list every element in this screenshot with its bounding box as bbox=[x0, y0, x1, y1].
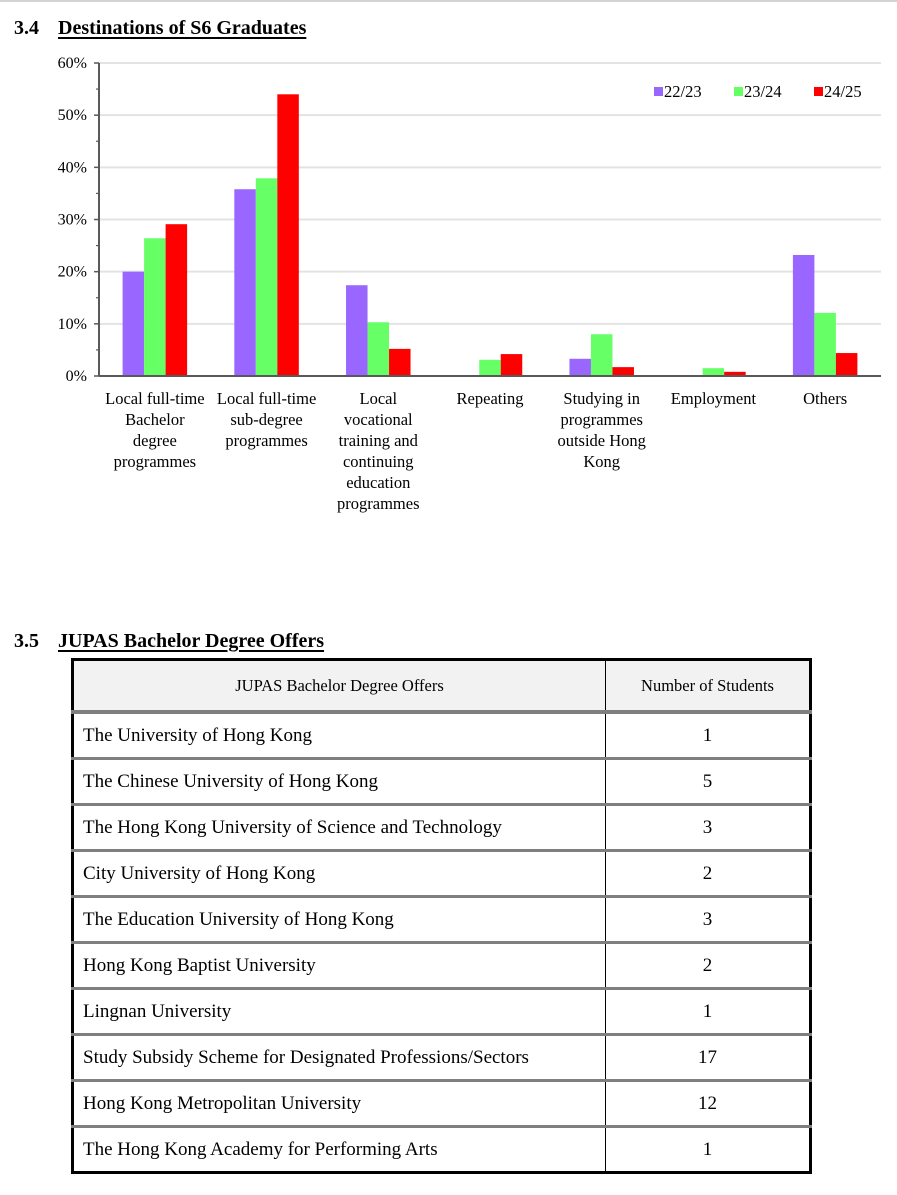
bar-22-23-cat7 bbox=[793, 255, 815, 376]
legend-swatch-22-23 bbox=[654, 87, 663, 96]
bar-24-25-cat2 bbox=[277, 94, 299, 376]
bar-23-24-cat5 bbox=[591, 334, 613, 376]
student-count: 12 bbox=[606, 1081, 811, 1127]
table-row bbox=[73, 897, 811, 943]
destinations-bar-chart bbox=[0, 40, 897, 520]
x-category-label bbox=[105, 389, 204, 471]
section-title: JUPAS Bachelor Degree Offers bbox=[58, 630, 325, 652]
student-count: 1 bbox=[606, 712, 811, 759]
bar-23-24-cat3 bbox=[368, 322, 390, 376]
institution-name: The Hong Kong Academy for Performing Arts bbox=[73, 1127, 606, 1173]
table-header-row bbox=[73, 660, 811, 713]
x-category-label-line: outside Hong bbox=[557, 431, 646, 450]
bar-23-24-cat2 bbox=[256, 178, 277, 376]
legend-label: 24/25 bbox=[824, 82, 862, 101]
student-count: 5 bbox=[606, 759, 811, 805]
table-row bbox=[73, 805, 811, 851]
bar-23-24-cat6 bbox=[703, 368, 725, 376]
x-category-label-line: Studying in bbox=[563, 389, 640, 408]
legend-swatch-23-24 bbox=[734, 87, 743, 96]
y-tick-label: 30% bbox=[57, 211, 87, 229]
student-count: 1 bbox=[606, 989, 811, 1035]
table-row bbox=[73, 1035, 811, 1081]
x-category-label-line: education bbox=[346, 473, 411, 492]
section-heading-destinations bbox=[14, 17, 306, 40]
y-tick-label: 20% bbox=[57, 263, 87, 281]
section-number: 3.4 bbox=[14, 17, 39, 39]
y-axis bbox=[58, 55, 99, 385]
student-count: 3 bbox=[606, 897, 811, 943]
institution-name: The University of Hong Kong bbox=[73, 712, 606, 759]
page-top-divider bbox=[0, 0, 897, 2]
y-tick-label: 50% bbox=[57, 107, 87, 125]
bar-22-23-cat5 bbox=[569, 359, 591, 376]
x-category-label bbox=[337, 389, 419, 513]
institution-name: The Hong Kong University of Science and Technology bbox=[73, 805, 606, 851]
bar-24-25-cat5 bbox=[612, 367, 634, 376]
x-axis-labels bbox=[105, 389, 847, 513]
column-header-count: Number of Students bbox=[606, 660, 811, 713]
x-category-label bbox=[557, 389, 645, 471]
x-category-label bbox=[457, 389, 524, 408]
y-tick-label: 60% bbox=[57, 55, 87, 72]
x-category-label-line: vocational bbox=[343, 410, 413, 429]
student-count: 1 bbox=[702, 1138, 713, 1160]
bar-23-24-cat7 bbox=[814, 313, 836, 376]
x-category-label-line: Employment bbox=[670, 389, 757, 408]
x-category-label bbox=[671, 389, 757, 408]
x-category-label-line: programmes bbox=[113, 452, 197, 471]
x-category-label-line: Repeating bbox=[456, 389, 524, 408]
bar-24-25-cat1 bbox=[166, 224, 188, 376]
student-count: 17 bbox=[606, 1035, 811, 1081]
student-count: 2 bbox=[606, 943, 811, 989]
institution-name: Study Subsidy Scheme for Designated Professions/Sectors bbox=[73, 1035, 606, 1081]
table-row bbox=[73, 1081, 811, 1127]
x-category-label-line: Bachelor bbox=[125, 410, 185, 429]
x-category-label-line: Local full-time bbox=[105, 389, 205, 408]
x-category-label-line: Kong bbox=[583, 452, 621, 471]
chart-gridlines bbox=[99, 63, 881, 324]
institution-name: Hong Kong Baptist University bbox=[73, 943, 606, 989]
table-row bbox=[73, 712, 811, 759]
section-heading-jupas bbox=[14, 630, 324, 653]
x-category-label-line: programmes bbox=[337, 494, 420, 513]
institution-name: Lingnan University bbox=[73, 989, 606, 1035]
student-count: 2 bbox=[606, 851, 811, 897]
x-category-label-line: programmes bbox=[225, 431, 308, 450]
legend-label: 22/23 bbox=[664, 82, 702, 101]
column-header-institution: JUPAS Bachelor Degree Offers bbox=[73, 660, 606, 713]
table-row bbox=[73, 989, 811, 1035]
y-tick-label: 40% bbox=[57, 159, 87, 177]
table-row bbox=[73, 851, 811, 897]
legend-label: 23/24 bbox=[744, 82, 782, 101]
bar-22-23-cat3 bbox=[346, 285, 368, 376]
bar-24-25-cat7 bbox=[836, 353, 858, 376]
bar-24-25-cat4 bbox=[501, 354, 523, 376]
chart-bars bbox=[123, 94, 858, 376]
institution-name: The Chinese University of Hong Kong bbox=[73, 759, 606, 805]
bar-22-23-cat1 bbox=[123, 272, 145, 376]
bar-23-24-cat1 bbox=[144, 238, 166, 376]
legend-swatch-24-25 bbox=[814, 87, 823, 96]
x-category-label bbox=[217, 389, 316, 450]
section-title: Destinations of S6 Graduates bbox=[58, 17, 307, 39]
x-category-label-line: degree bbox=[132, 431, 177, 450]
institution-name: City University of Hong Kong bbox=[73, 851, 606, 897]
bar-23-24-cat4 bbox=[479, 360, 501, 376]
institution-name: The Education University of Hong Kong bbox=[73, 897, 606, 943]
x-category-label bbox=[803, 389, 847, 408]
x-category-label-line: continuing bbox=[342, 452, 414, 471]
bar-22-23-cat2 bbox=[234, 189, 256, 376]
section-number: 3.5 bbox=[14, 630, 39, 652]
table-row bbox=[73, 1127, 811, 1173]
y-tick-label: 0% bbox=[65, 368, 87, 385]
x-category-label-line: sub-degree bbox=[230, 410, 303, 429]
institution-name: Hong Kong Metropolitan University bbox=[73, 1081, 606, 1127]
x-category-label-line: programmes bbox=[560, 410, 643, 429]
y-tick-label: 10% bbox=[57, 315, 87, 333]
x-category-label-line: Others bbox=[803, 389, 848, 408]
chart-legend bbox=[654, 82, 862, 101]
x-category-label-line: Local bbox=[359, 389, 398, 408]
x-category-label-line: training and bbox=[338, 431, 418, 450]
x-category-label-line: Local full-time bbox=[216, 389, 317, 408]
jupas-offers-table bbox=[71, 658, 812, 1174]
student-count: 3 bbox=[606, 805, 811, 851]
table-row bbox=[73, 759, 811, 805]
bar-24-25-cat3 bbox=[389, 349, 411, 376]
table-row bbox=[73, 943, 811, 989]
